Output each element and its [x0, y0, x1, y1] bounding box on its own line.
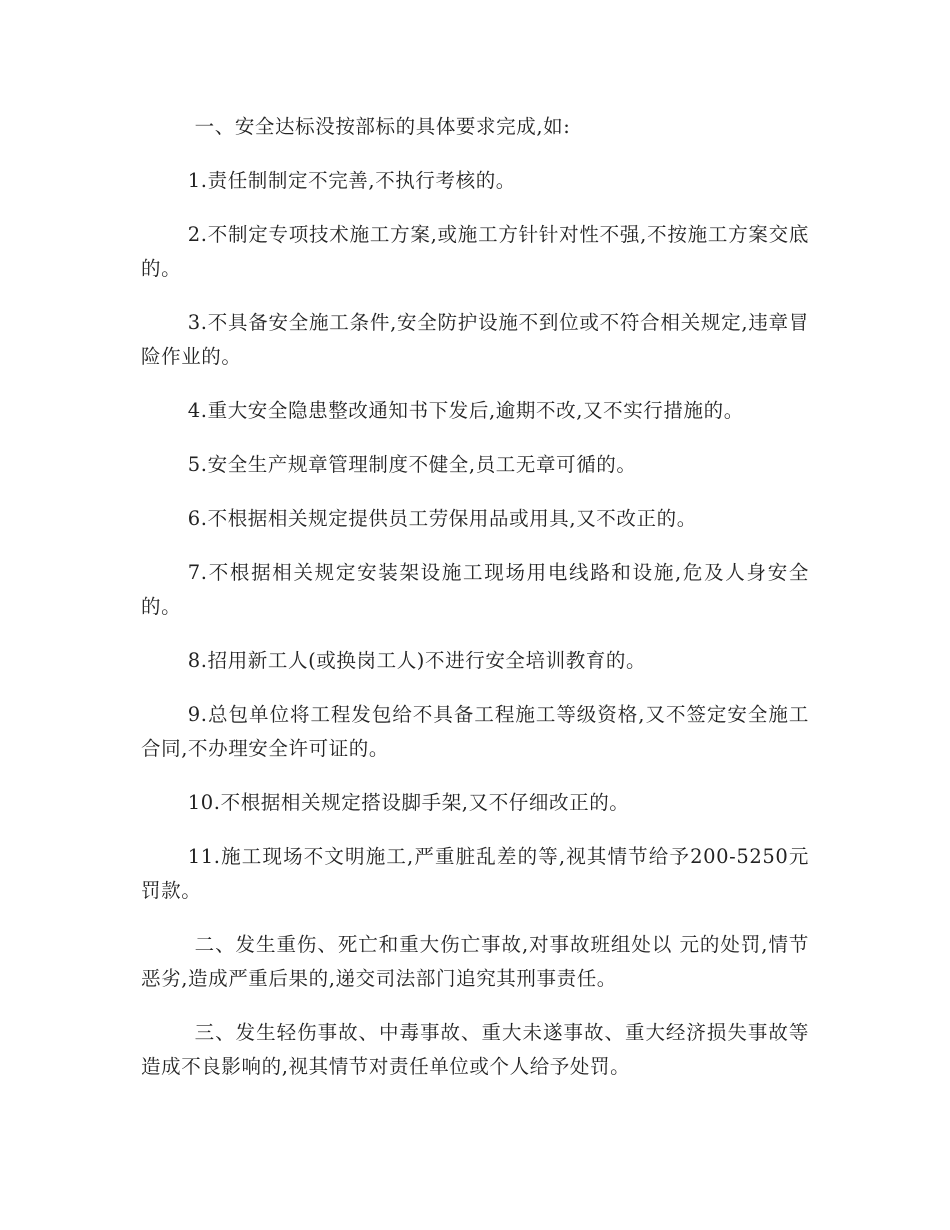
- list-item-3: 3.不具备安全施工条件,安全防护设施不到位或不符合相关规定,违章冒险作业的。: [141, 311, 809, 368]
- list-item-2: 2.不制定专项技术施工方案,或施工方针针对性不强,不按施工方案交底的。: [141, 223, 809, 280]
- section-paragraph-2: 二、发生重伤、死亡和重大伤亡事故,对事故班组处以 元的处罚,情节恶劣,造成严重后果的,递交司法部门追究其刑事责任。: [141, 933, 809, 990]
- list-item-6: 6.不根据相关规定提供员工劳保用品或用具,又不改正的。: [187, 507, 697, 530]
- list-item-10: 10.不根据相关规定搭设脚手架,又不仔细改正的。: [187, 791, 630, 814]
- list-item-9: 9.总包单位将工程发包给不具备工程施工等级资格,又不签定安全施工合同,不办理安全许可证的。: [141, 703, 809, 760]
- list-item-4: 4.重大安全隐患整改通知书下发后,逾期不改,又不实行措施的。: [187, 399, 744, 422]
- list-item-1: 1.责任制制定不完善,不执行考核的。: [187, 169, 516, 192]
- document-body: [141, 110, 809, 1104]
- section-paragraph-3: 三、发生轻伤事故、中毒事故、重大未遂事故、重大经济损失事故等造成不良影响的,视其情节对责任单位或个人给予处罚。: [141, 1021, 809, 1078]
- list-item-8: 8.招用新工人(或换岗工人)不进行安全培训教育的。: [187, 649, 647, 672]
- section-heading-1: 一、安全达标没按部标的具体要求完成,如:: [194, 115, 571, 138]
- list-item-11: 11.施工现场不文明施工,严重脏乱差的等,视其情节给予200-5250元罚款。: [141, 845, 809, 902]
- list-item-7: 7.不根据相关规定安装架设施工现场用电线路和设施,危及人身安全的。: [141, 561, 809, 618]
- list-item-5: 5.安全生产规章管理制度不健全,员工无章可循的。: [187, 453, 637, 476]
